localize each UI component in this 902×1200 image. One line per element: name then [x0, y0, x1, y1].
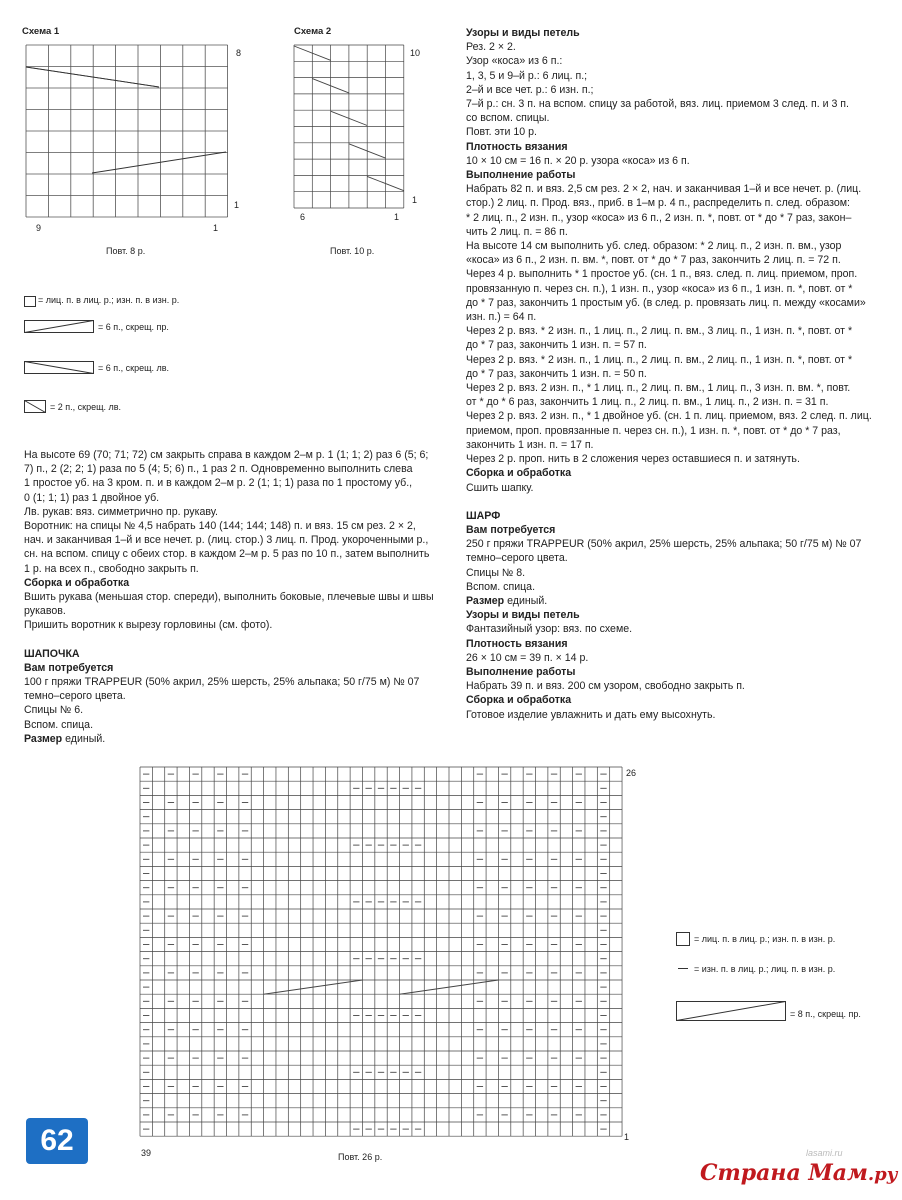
text-line: стор.) 2 лиц. п. Прод. вяз., приб. в 1–м р. 4 п., распределить п. след. образом:: [466, 197, 850, 210]
text-line: Вшить рукава (меньшая стор. спереди), выполнить боковые, плечевые швы и швы: [24, 591, 434, 604]
right-column: [466, 26, 886, 722]
density-text: [466, 154, 886, 168]
patterns-head: Узоры и виды петель: [466, 27, 580, 39]
legend-left-3: = 6 п., скрещ. лв.: [98, 363, 170, 373]
scarf-density-text: [466, 651, 886, 665]
text-line: закончить 1 изн. п. = 17 п.: [466, 438, 594, 451]
text-line: Готовое изделие увлажнить и дать ему высохнуть.: [466, 708, 716, 721]
scarf-work-head: Выполнение работы: [466, 665, 576, 678]
text-line: Через 2 р. вяз. * 2 изн. п., 1 лиц. п., 2 лиц. п. вм., 2 лиц. п., 1 изн. п. *, повт. от *: [466, 353, 853, 366]
text-line: до * 7 раз, закончить 1 простым уб. (в след. р. провязать лиц. п. между «косами»: [466, 296, 866, 309]
scheme2-left-bottom-label: 6: [300, 212, 306, 222]
legend-right-3: = 8 п., скрещ. пр.: [790, 1009, 861, 1019]
scarf-density-head: Плотность вязания: [466, 637, 568, 650]
hat-need-head: Вам потребуется: [24, 661, 114, 674]
text-line: 1, 3, 5 и 9–й р.: 6 лиц. п.;: [466, 69, 588, 82]
text-line: 7) п., 2 (2; 2; 1) раза по 5 (4; 5; 6) п., 1 раз 2 п. Одновременно выполнить слева: [24, 463, 413, 476]
text-line: приемом, проп. провязанные п. через сн. п.), 1 изн. п. *, повт. от * до * 7 раз,: [466, 424, 841, 437]
scheme2-repeat: Повт. 10 р.: [330, 246, 375, 256]
watermark-suffix: .ру: [867, 1164, 898, 1185]
text-line: 0 (1; 1; 1) раз 1 двойное уб.: [24, 491, 160, 504]
scheme1-chart: [26, 45, 231, 225]
text-line: Через 2 р. вяз. * 2 изн. п., 1 лиц. п., 2 лиц. п. вм., 3 лиц. п., 1 изн. п. *, повт. от *: [466, 325, 853, 338]
watermark-logo: [700, 1160, 898, 1186]
legend-left-2: = 6 п., скрещ. пр.: [98, 322, 169, 332]
text-line: Набрать 82 п. и вяз. 2,5 см рез. 2 × 2, нач. и заканчивая 1–й и все нечет. р. (лиц.: [466, 183, 862, 196]
big-chart-repeat: Повт. 26 р.: [338, 1152, 383, 1162]
text-line: Вспом. спица.: [24, 718, 94, 731]
scarf-patterns-text: [466, 622, 886, 636]
scarf-patterns-head: Узоры и виды петель: [466, 609, 580, 622]
legend-cross-left-2-icon: [24, 400, 46, 413]
watermark-faint: lasami.ru: [806, 1148, 843, 1158]
left-assembly-text: [24, 590, 444, 633]
scheme1-left-bottom-label: 9: [36, 223, 42, 233]
scarf-need-text: [466, 537, 886, 594]
text-line: рукавов.: [24, 605, 66, 618]
scheme1-top-label: 8: [236, 48, 242, 58]
legend-knit-cell-icon: [676, 932, 690, 946]
scheme2-title: Схема 2: [294, 26, 332, 37]
legend-blank-cell-icon: [24, 296, 36, 307]
left-assembly-head: Сборка и обработка: [24, 576, 130, 589]
text-line: 1 простое уб. на 3 кром. п. и в каждом 2–м р. 2 (1; 1; 1) раза по 1 простому уб.,: [24, 477, 413, 490]
text-line: до * 7 раз, закончить 1 изн. п. = 57 п.: [466, 339, 647, 352]
text-line: Через 2 р. вяз. 2 изн. п., * 1 лиц. п., 2 лиц. п. вм., 1 лиц. п., 3 изн. п. вм. *, повт.: [466, 382, 851, 395]
left-intro-text: [24, 448, 444, 576]
text-line: изн. п.) = 64 п.: [466, 311, 537, 324]
text-line: нач. и заканчивая 1–й и все нечет. р. (лиц. стор.) 3 лиц. п. Прод. укороченными р.,: [24, 534, 429, 547]
text-line: Пришить воротник к вырезу горловины (см. фото).: [24, 619, 273, 632]
text-line: сн. на вспом. спицу с обеих стор. в каждом 2–м р. 5 раз по 10 п., затем выполнить: [24, 548, 430, 561]
scheme1-right-label: 1: [234, 200, 240, 210]
text-line: Рез. 2 × 2.: [466, 41, 516, 54]
text-line: Спицы № 8.: [466, 566, 526, 579]
hat-assembly-head: Сборка и обработка: [466, 467, 572, 480]
legend-right-2: = изн. п. в лиц. р.; лиц. п. в изн. р.: [694, 964, 836, 974]
text-line: 1 р. на всех п., свободно закрыть п.: [24, 562, 199, 575]
text-line: На высоте 69 (70; 71; 72) см закрыть справа в каждом 2–м р. 1 (1; 1; 2) раз 6 (5; 6;: [24, 449, 429, 461]
legend-cross-right-6-icon: [24, 320, 94, 333]
legend-cross-left-6-icon: [24, 361, 94, 374]
text-line: Лв. рукав: вяз. симметрично пр. рукаву.: [24, 505, 218, 518]
legend-cross-right-8-icon: [676, 1001, 786, 1021]
legend-right-1: = лиц. п. в лиц. р.; изн. п. в изн. р.: [694, 934, 836, 944]
density-head: Плотность вязания: [466, 140, 568, 153]
scheme1-title: Схема 1: [22, 26, 60, 37]
text-line: 10 × 10 см = 16 п. × 20 р. узора «коса» из 6 п.: [466, 154, 690, 167]
text-line: Повт. эти 10 р.: [466, 126, 537, 139]
scarf-heading: ШАРФ: [466, 509, 501, 522]
work-text: [466, 182, 886, 466]
text-line: 26 × 10 см = 39 п. × 14 р.: [466, 651, 589, 664]
patterns-text: [466, 40, 886, 139]
big-chart-top-label: 26: [626, 768, 637, 778]
text-line: Через 2 р. вяз. 2 изн. п., * 1 двойное уб. (сн. 1 п. лиц. приемом, вяз. 2 след. п. лиц.: [466, 410, 872, 423]
text-line: Набрать 39 п. и вяз. 200 см узором, свободно закрыть п.: [466, 680, 745, 693]
text-line: Фантазийный узор: вяз. по схеме.: [466, 623, 633, 636]
page-number: 62: [26, 1118, 88, 1164]
left-column: [24, 448, 444, 746]
big-chart-right-label: 1: [624, 1132, 630, 1142]
scarf-size-head: Размер: [466, 594, 505, 607]
text-line: Через 2 р. проп. нить в 2 сложения через оставшиеся п. и затянуть.: [466, 453, 800, 466]
legend-left-4: = 2 п., скрещ. лв.: [50, 402, 122, 412]
scheme2-top-label: 10: [410, 48, 421, 58]
scheme1-repeat: Повт. 8 р.: [106, 246, 146, 256]
scheme2-right-bottom-label: 1: [394, 212, 400, 222]
work-head: Выполнение работы: [466, 169, 576, 182]
scarf-assembly-head: Сборка и обработка: [466, 694, 572, 707]
hat-need-text: [24, 675, 444, 732]
hat-size-head: Размер: [24, 732, 63, 745]
scheme2-right-label: 1: [412, 195, 418, 205]
scarf-assembly-text: [466, 708, 886, 722]
big-chart-left-label: 39: [141, 1148, 152, 1158]
text-line: 2–й и все чет. р.: 6 изн. п.;: [466, 83, 594, 96]
text-line: до * 7 раз, закончить 1 изн. п. = 50 п.: [466, 367, 647, 380]
scheme2-chart: [294, 45, 404, 210]
text-line: со вспом. спицы.: [466, 112, 550, 125]
text-line: Сшить шапку.: [466, 481, 534, 494]
scheme1-right-bottom-label: 1: [213, 223, 219, 233]
text-line: темно–серого цвета.: [24, 690, 126, 703]
hat-assembly-text: [466, 481, 886, 495]
text-line: 7–й р.: сн. 3 п. на вспом. спицу за работой, вяз. лиц. приемом 3 след. п. и 3 п.: [466, 98, 849, 111]
text-line: Узор «коса» из 6 п.:: [466, 55, 563, 68]
scarf-size-value: единый.: [504, 594, 548, 607]
text-line: провязанную п. через сн. п.), 1 изн. п., узор «коса» из 6 п., 1 изн. п. *, повт. от *: [466, 282, 853, 295]
text-line: Воротник: на спицы № 4,5 набрать 140 (144; 144; 148) п. и вяз. 15 см рез. 2 × 2,: [24, 520, 416, 533]
text-line: темно–серого цвета.: [466, 552, 568, 565]
text-line: 100 г пряжи TRAPPEUR (50% акрил, 25% шерсть, 25% альпака; 50 г/75 м) № 07: [24, 676, 420, 689]
scarf-need-head: Вам потребуется: [466, 523, 556, 536]
text-line: «коса» из 6 п., 2 изн. п. вм. *, повт. от * до * 7 раз, закончить 2 лиц. п. = 72 п.: [466, 254, 841, 267]
text-line: Спицы № 6.: [24, 704, 84, 717]
hat-size-value: единый.: [62, 732, 106, 745]
legend-left-1: = лиц. п. в лиц. р.; изн. п. в изн. р.: [38, 295, 180, 305]
text-line: Вспом. спица.: [466, 580, 536, 593]
text-line: чить 2 лиц. п. = 86 п.: [466, 225, 568, 238]
scarf-chart: [140, 767, 622, 1147]
text-line: 250 г пряжи TRAPPEUR (50% акрил, 25% шерсть, 25% альпака; 50 г/75 м) № 07: [466, 538, 862, 551]
hat-heading: ШАПОЧКА: [24, 647, 80, 660]
text-line: На высоте 14 см выполнить уб. след. образом: * 2 лиц. п., 2 изн. п. вм., узор: [466, 240, 842, 253]
text-line: Через 4 р. выполнить * 1 простое уб. (сн. 1 п., вяз. след. п. лиц. приемом, проп.: [466, 268, 858, 281]
scarf-work-text: [466, 679, 886, 693]
watermark-main: Страна Мам: [700, 1160, 868, 1186]
legend-purl-dash-icon: [678, 968, 688, 969]
text-line: * 2 лиц. п., 2 изн. п., узор «коса» из 6 п., 2 изн. п. *, повт. от * до * 7 раз, закон–: [466, 211, 852, 224]
text-line: от * до * 6 раз, закончить 1 лиц. п., 2 лиц. п. вм., 1 лиц. п., 2 изн. п. = 31 п.: [466, 396, 829, 409]
